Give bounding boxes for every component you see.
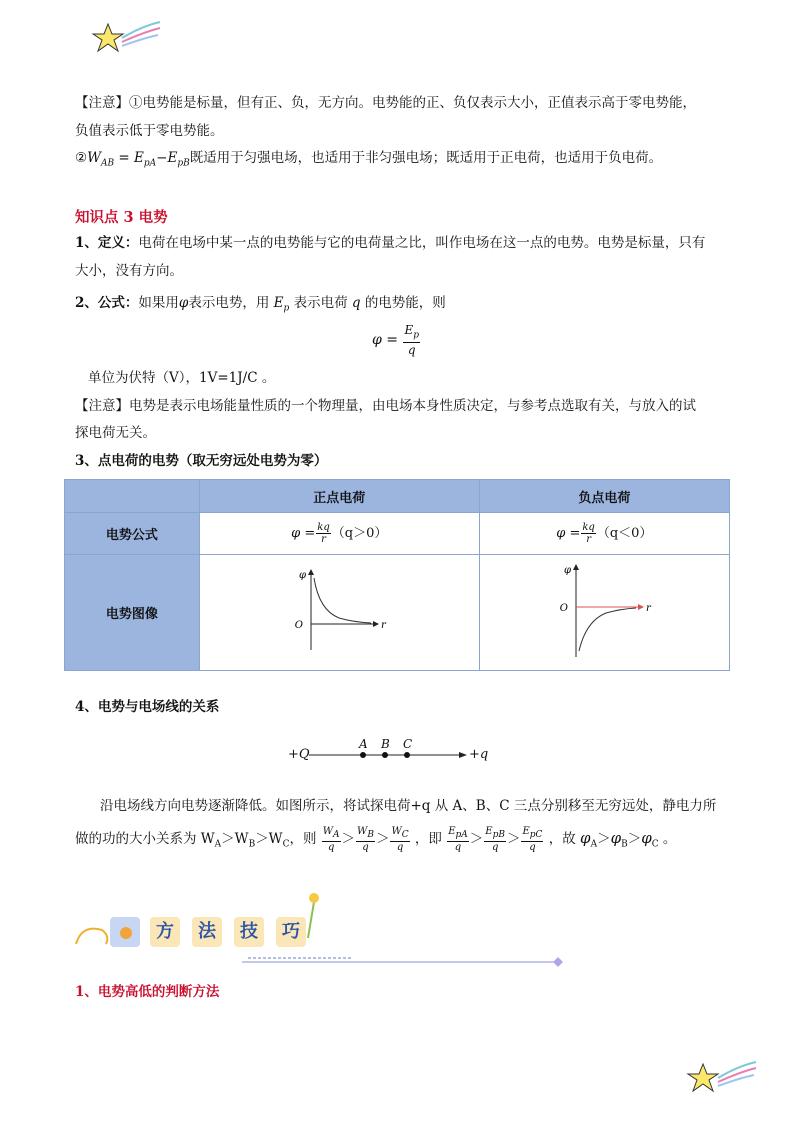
section4-title: 4、电势与电场线的关系 xyxy=(75,699,220,715)
negative-graph-cell xyxy=(479,555,729,671)
table-corner xyxy=(65,480,200,513)
shooting-star-icon-bottom xyxy=(686,1058,760,1098)
svg-text:O: O xyxy=(295,619,304,631)
positive-potential-graph xyxy=(289,566,389,656)
definition-line2: 大小，没有方向。 xyxy=(75,263,183,279)
negative-potential-graph xyxy=(554,561,654,661)
svg-text:r: r xyxy=(646,602,652,614)
svg-text:φ: φ xyxy=(564,564,572,576)
methods-tab-2: 法 xyxy=(192,917,222,947)
methods-item1: 1、电势高低的判断方法 xyxy=(75,984,220,1000)
note2-line2: 探电荷无关。 xyxy=(75,425,156,441)
note1-line3: $②W_{AB} = E_{pA}-E_{pB}$既适用于匀强电场，也适用于非匀强电场；既适用于正电荷，也适用于负电荷。 xyxy=(75,150,663,169)
field-line-diagram xyxy=(285,733,495,767)
methods-tab-4: 巧 xyxy=(276,917,306,947)
methods-tab-1: 方 xyxy=(150,917,180,947)
methods-banner-decoration xyxy=(72,886,572,968)
section4-paragraph-line1: 沿电场线方向电势逐渐降低。如图所示，将试探电荷+q 从 A、B、C 三点分别移至无穷远处，静电力所 xyxy=(100,798,717,814)
row-graph-label: 电势图像 xyxy=(65,555,200,671)
note1-line1: 【注意】①电势能是标量，但有正、负，无方向。电势能的正、负仅表示大小，正值表示高于零电势能， xyxy=(75,95,696,111)
formula-intro: 2、公式：如果用φ表示电势，用 $E_p$ 表示电荷 q 的电势能，则 xyxy=(75,295,446,314)
negative-formula: φ = $\frac{kq}{r}$ （q＜0） xyxy=(479,513,729,555)
unit-line: 单位为伏特（V），1V=1J/C 。 xyxy=(88,370,276,386)
methods-tab-3: 技 xyxy=(234,917,264,947)
point-a-label: A xyxy=(359,737,368,751)
header-positive: 正点电荷 xyxy=(199,480,479,513)
svg-text:r: r xyxy=(381,619,387,631)
point-b-label: B xyxy=(381,737,390,751)
methods-badge xyxy=(110,917,140,947)
point-charge-potential-table xyxy=(64,479,730,671)
svg-text:φ: φ xyxy=(299,569,307,581)
positive-formula: φ = $\frac{kq}{r}$ （q＞0） xyxy=(199,513,479,555)
point-charge-title: 3、点电荷的电势（取无穷远处电势为零） xyxy=(75,453,328,469)
note2-line1: 【注意】电势是表示电场能量性质的一个物理量，由电场本身性质决定，与参考点选取有关，与放入的试 xyxy=(75,398,696,414)
svg-text:O: O xyxy=(560,602,569,614)
diagram-test-charge: +q xyxy=(469,747,489,762)
header-negative: 负点电荷 xyxy=(479,480,729,513)
section4-paragraph-line2: 做的功的大小关系为 $W_A>W_B>W_C$，则 $\frac{W_A}{q}$ ＞ $\frac{W_B}{q}$ ＞ $\frac{W_C}{q}$ ，即 $\frac{E_{pA}}{q}$ ＞ $\frac{E_{pB}}{q}$ ＞ $\frac{E_{pC}}{q}$ ，故 $\varphi_A>\varphi_B>\varphi_C$ 。 xyxy=(75,826,677,853)
note1-line2: 负值表示低于零电势能。 xyxy=(75,123,224,139)
positive-graph-cell xyxy=(199,555,479,671)
section3-title: 知识点 3 电势 xyxy=(75,209,168,226)
definition-line1: 1、定义：电荷在电场中某一点的电势能与它的电荷量之比，叫作电场在这一点的电势。电势是标量，只有 xyxy=(75,235,706,251)
shooting-star-icon xyxy=(92,18,162,58)
point-c-label: C xyxy=(403,737,413,751)
row-formula-label: 电势公式 xyxy=(65,513,200,555)
potential-formula: φ = $\frac{E_p}{q}$ xyxy=(372,323,419,358)
diagram-source-charge: +Q xyxy=(288,747,310,762)
